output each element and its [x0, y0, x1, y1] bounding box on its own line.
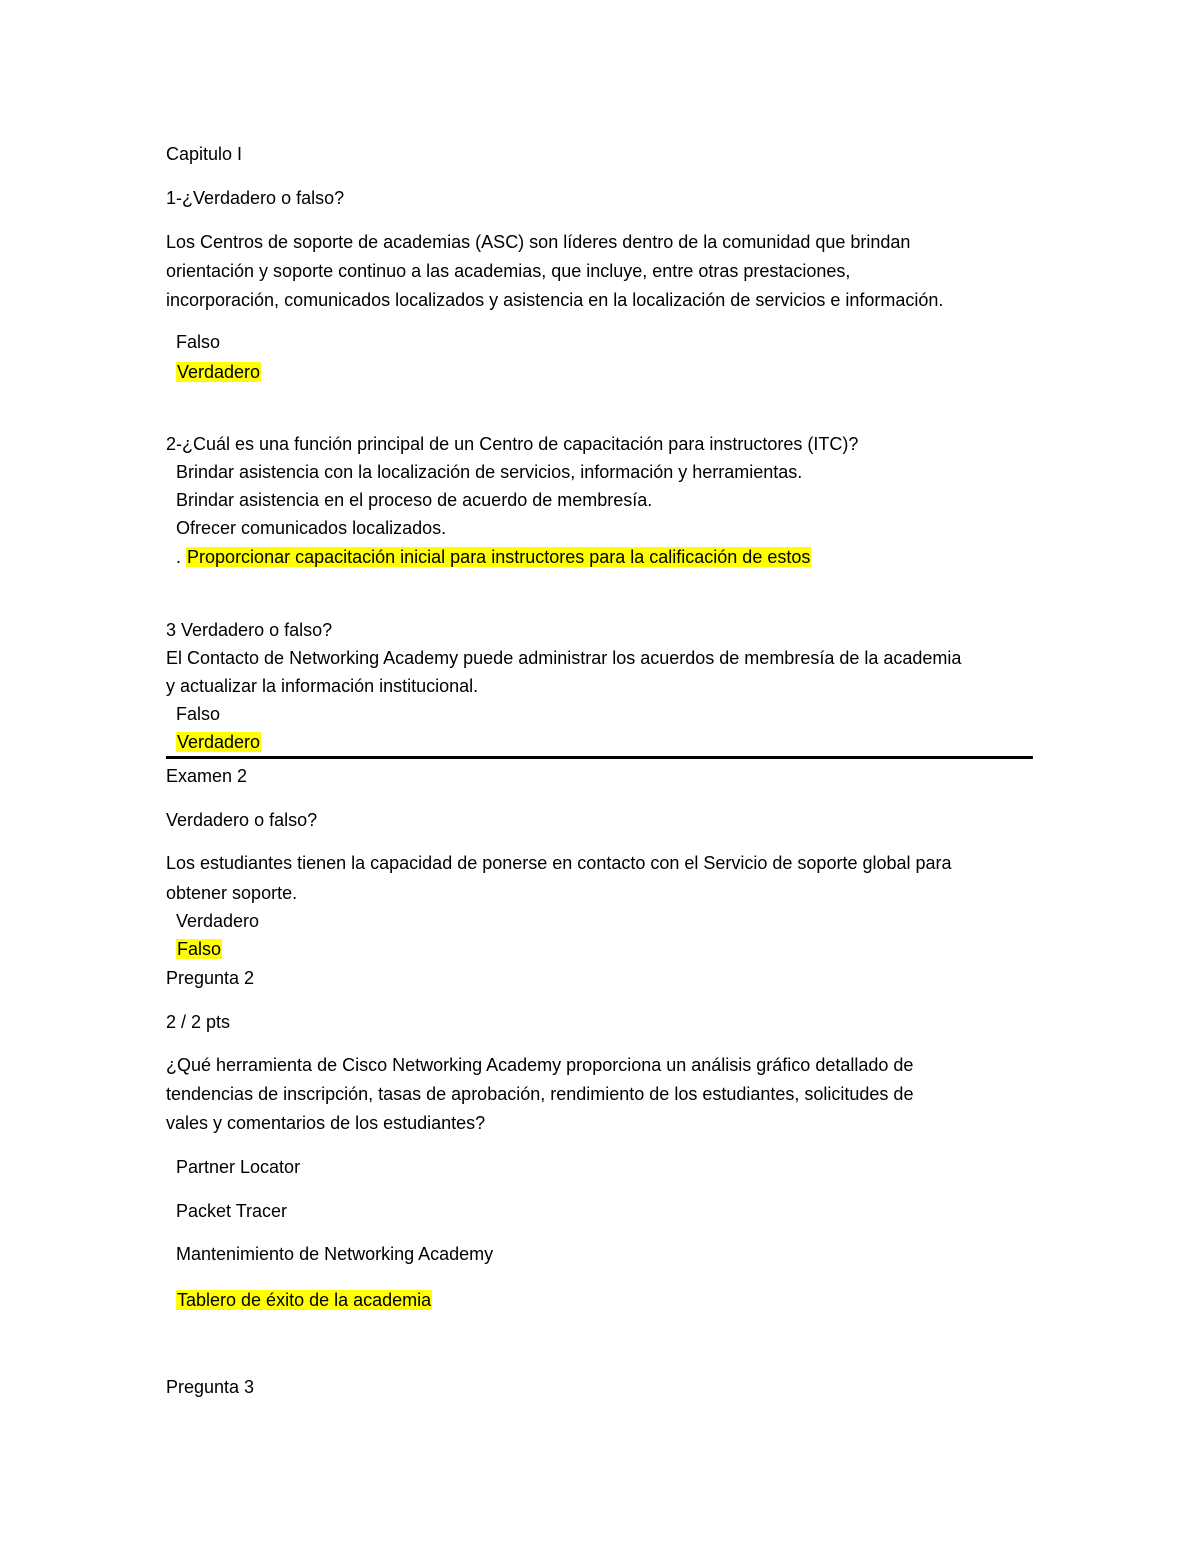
question-statement-line: y actualizar la información institucional. — [166, 676, 479, 696]
question-label: Pregunta 2 — [166, 968, 255, 988]
answer-option: Falso — [176, 704, 221, 724]
answer-option: Brindar asistencia con la localización de servicios, información y herramientas. — [176, 462, 803, 482]
question-heading: 2-¿Cuál es una función principal de un Centro de capacitación para instructores (ITC)? — [166, 434, 859, 454]
question-statement-line: Los estudiantes tienen la capacidad de ponerse en contacto con el Servicio de soporte global para — [166, 853, 952, 873]
section-divider — [166, 756, 1033, 759]
answer-option: Brindar asistencia en el proceso de acuerdo de membresía. — [176, 490, 653, 510]
answer-highlight: Tablero de éxito de la academia — [177, 1290, 432, 1310]
answer-option: Verdadero — [176, 911, 260, 931]
question-label: Pregunta 3 — [166, 1377, 255, 1397]
question-heading: Verdadero o falso? — [166, 810, 318, 830]
question-statement-line: obtener soporte. — [166, 883, 298, 903]
question-score: 2 / 2 pts — [166, 1012, 231, 1032]
answer-highlight: Verdadero — [177, 732, 261, 752]
answer-option: Partner Locator — [176, 1157, 301, 1177]
answer-option-correct — [176, 1287, 432, 1313]
answer-option-correct — [176, 936, 222, 962]
answer-highlight: Verdadero — [177, 362, 261, 382]
answer-option-correct — [176, 729, 261, 755]
section-title: Capitulo I — [166, 144, 243, 164]
question-heading: 1-¿Verdadero o falso? — [166, 188, 345, 208]
answer-option: Ofrecer comunicados localizados. — [176, 518, 447, 538]
answer-bullet: . — [176, 547, 182, 567]
answer-highlight: Proporcionar capacitación inicial para instructores para la calificación de estos — [187, 547, 811, 567]
answer-option: Falso — [176, 332, 221, 352]
question-heading: 3 Verdadero o falso? — [166, 620, 333, 640]
question-statement-line: Los Centros de soporte de academias (ASC) son líderes dentro de la comunidad que brindan — [166, 232, 911, 252]
answer-option-correct — [176, 359, 261, 385]
answer-highlight: Falso — [177, 939, 222, 959]
question-statement-line: El Contacto de Networking Academy puede administrar los acuerdos de membresía de la academia — [166, 648, 962, 668]
answer-option: Packet Tracer — [176, 1201, 288, 1221]
question-statement-line: orientación y soporte continuo a las academias, que incluye, entre otras prestaciones, — [166, 261, 851, 281]
question-text-line: vales y comentarios de los estudiantes? — [166, 1113, 486, 1133]
question-statement-line: incorporación, comunicados localizados y asistencia en la localización de servicios e información. — [166, 290, 944, 310]
answer-option: Mantenimiento de Networking Academy — [176, 1244, 494, 1264]
question-text-line: tendencias de inscripción, tasas de aprobación, rendimiento de los estudiantes, solicitudes de — [166, 1084, 914, 1104]
section-title: Examen 2 — [166, 766, 248, 786]
answer-option-correct — [176, 544, 811, 570]
question-text-line: ¿Qué herramienta de Cisco Networking Academy proporciona un análisis gráfico detallado de — [166, 1055, 914, 1075]
